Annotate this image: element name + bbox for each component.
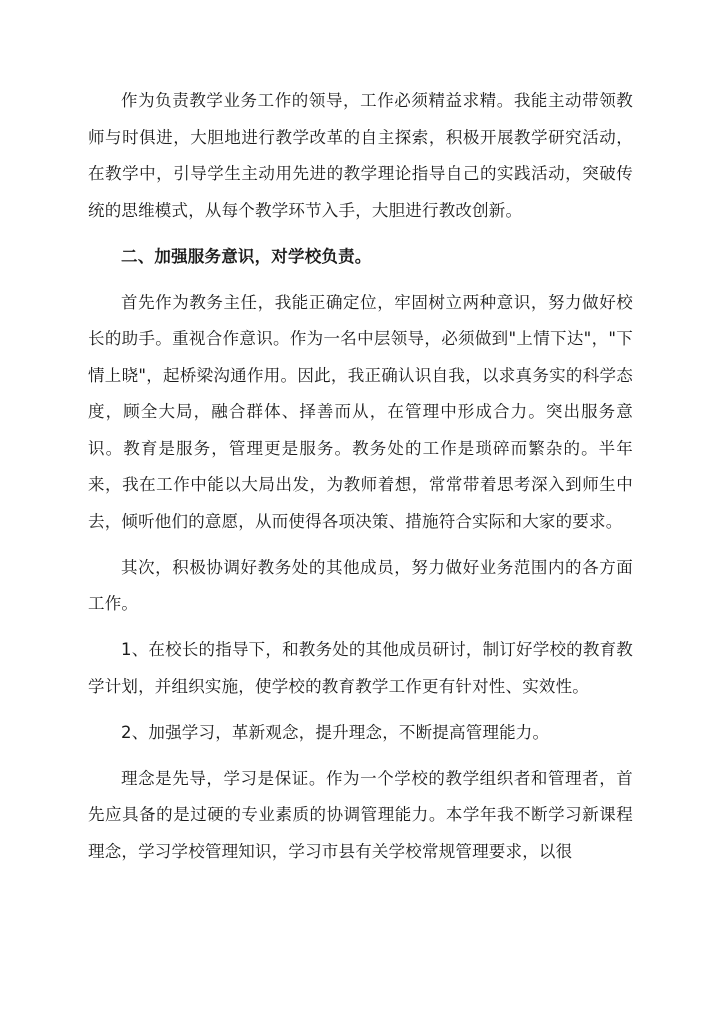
section-heading-service-awareness: 二、加强服务意识，对学校负责。	[121, 246, 372, 266]
list-item-1: 1、在校长的指导下，和教务处的其他成员研讨，制订好学校的教育教学计划，并组织实施，使学校的教育教学工作更有针对性、实效性。	[88, 640, 633, 696]
paragraph-teaching-leadership: 作为负责教学业务工作的领导，工作必须精益求精。我能主动带领教师与时俱进，大胆地进行教学改革的自主探索，积极开展教学研究活动，在教学中，引导学生主动用先进的教学理论指导自己的实践活动，突破传统的思维模式，从每个教学环节入手，大胆进行教改创新。	[88, 91, 633, 220]
list-item-2: 2、加强学习，革新观念，提升理念，不断提高管理能力。	[121, 722, 550, 742]
paragraph-service-awareness: 首先作为教务主任，我能正确定位，牢固树立两种意识，努力做好校长的助手。重视合作意识。作为一名中层领导，必须做到"上情下达"，"下情上晓"，起桥梁沟通作用。因此，我正确认识自我，以求真务实的科学态度，顾全大局，融合群体、择善而从，在管理中形成合力。突出服务意识。教育是服务，管理更是服务。教务处的工作是琐碎而繁杂的。半年来，我在工作中能以大局出发，为教师着想，常常带着思考深入到师生中去，倾听他们的意愿，从而使得各项决策、措施符合实际和大家的要求。	[88, 292, 633, 531]
paragraph-learning-concept: 理念是先导，学习是保证。作为一个学校的教学组织者和管理者，首先应具备的是过硬的专业素质的协调管理能力。本学年我不断学习新课程理念，学习学校管理知识，学习市县有关学校常规管理要求，以很	[88, 768, 633, 861]
document-body	[88, 83, 633, 880]
paragraph-coordination: 其次，积极协调好教务处的其他成员，努力做好业务范围内的各方面工作。	[88, 557, 633, 613]
